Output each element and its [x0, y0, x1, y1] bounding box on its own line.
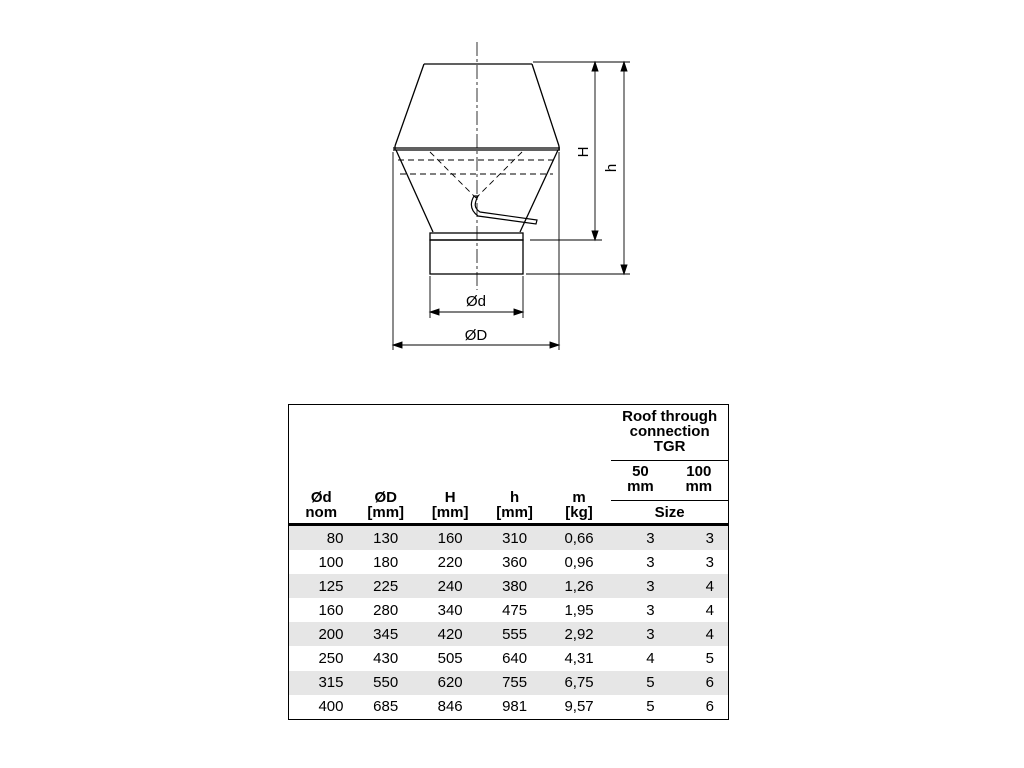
cell-D: 130: [353, 525, 417, 551]
cell-h: 360: [502, 553, 528, 571]
table-row: [289, 525, 729, 551]
header-d-nom: Ød nom: [305, 489, 338, 521]
cell-size-50: 3: [611, 574, 669, 598]
header-m: m [kg]: [565, 489, 593, 521]
cell-size-50: 3: [611, 525, 669, 551]
label-H: H: [575, 146, 592, 158]
rain-deflector: [471, 196, 537, 224]
label-h: h: [603, 163, 620, 173]
cell-size-50: 3: [646, 601, 655, 619]
cell-D: 685: [373, 698, 399, 716]
cell-h: 755: [482, 671, 546, 695]
cell-d-nom: 315: [289, 671, 354, 695]
dimension-lines: [393, 62, 630, 350]
cell-H: 340: [437, 601, 463, 619]
cell-size-100: 4: [705, 601, 714, 619]
hidden-lines: [398, 152, 555, 198]
cell-size-50: 4: [646, 650, 655, 668]
header-size-50: 50 mm: [611, 461, 669, 501]
cell-h: 555: [482, 622, 546, 646]
cowl-outline: [393, 64, 560, 274]
table-body: [289, 525, 729, 720]
cell-m: 1,95: [564, 601, 594, 619]
header-size-100: 100 mm: [670, 461, 729, 501]
cell-D: 345: [353, 622, 417, 646]
header-H: H [mm]: [431, 489, 469, 521]
cell-m: 9,57: [564, 698, 594, 716]
cell-size-100: 6: [670, 671, 729, 695]
header-h: h [mm]: [496, 489, 533, 521]
label-d: Ød: [465, 293, 487, 310]
cell-h: 380: [482, 574, 546, 598]
cell-H: 240: [418, 574, 482, 598]
cell-H: 420: [418, 622, 482, 646]
cell-H: 846: [437, 698, 463, 716]
cell-m: 1,26: [547, 574, 611, 598]
cell-d-nom: 250: [318, 650, 344, 668]
cell-m: 0,96: [564, 553, 594, 571]
table-row: [289, 574, 729, 598]
label-D: ØD: [464, 327, 488, 344]
header-D: ØD [mm]: [367, 489, 405, 521]
header-size: Size: [654, 504, 685, 521]
cell-m: 0,66: [547, 525, 611, 551]
cell-h: 981: [502, 698, 528, 716]
cell-size-100: 3: [670, 525, 729, 551]
specification-table: [288, 404, 729, 720]
cell-size-100: 4: [670, 574, 729, 598]
cell-D: 180: [373, 553, 399, 571]
cell-D: 550: [353, 671, 417, 695]
cell-size-100: 6: [705, 698, 714, 716]
cell-D: 225: [353, 574, 417, 598]
cell-size-50: 5: [611, 671, 669, 695]
cell-h: 475: [502, 601, 528, 619]
cell-size-100: 3: [705, 553, 714, 571]
table-row: [289, 598, 729, 622]
cell-d-nom: 200: [289, 622, 354, 646]
table-row: [289, 550, 729, 574]
cell-h: 310: [482, 525, 546, 551]
table-row: [289, 646, 729, 670]
cell-m: 6,75: [547, 671, 611, 695]
cell-h: 640: [502, 650, 528, 668]
cell-H: 160: [418, 525, 482, 551]
cell-D: 280: [373, 601, 399, 619]
cell-size-50: 5: [646, 698, 655, 716]
cell-H: 505: [437, 650, 463, 668]
cell-size-100: 5: [705, 650, 714, 668]
cell-size-50: 3: [611, 622, 669, 646]
cell-m: 4,31: [564, 650, 594, 668]
table-row: [289, 695, 729, 720]
cell-H: 620: [418, 671, 482, 695]
table-row: [289, 671, 729, 695]
cell-d-nom: 80: [289, 525, 354, 551]
cell-H: 220: [437, 553, 463, 571]
cell-d-nom: 125: [289, 574, 354, 598]
cell-d-nom: 100: [318, 553, 344, 571]
cell-m: 2,92: [547, 622, 611, 646]
table-row: [289, 622, 729, 646]
cell-size-100: 4: [670, 622, 729, 646]
header-roof-connection: Roof through connection TGR: [611, 405, 728, 461]
cell-size-50: 3: [646, 553, 655, 571]
cell-d-nom: 400: [318, 698, 344, 716]
cell-D: 430: [373, 650, 399, 668]
cell-d-nom: 160: [318, 601, 344, 619]
